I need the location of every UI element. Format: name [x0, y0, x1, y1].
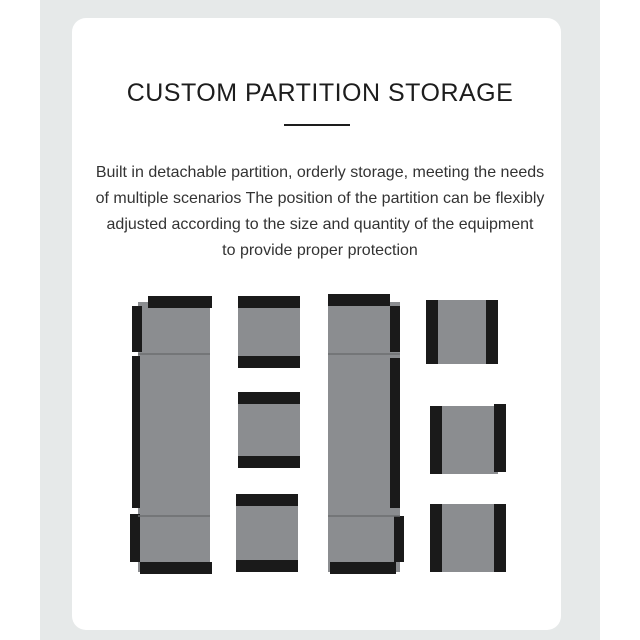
- partition-product-image: [120, 290, 520, 590]
- short-divider: [430, 504, 506, 572]
- description-line: Built in detachable partition, orderly storage, meeting the needs: [95, 164, 545, 181]
- short-divider: [238, 296, 300, 368]
- short-divider: [236, 494, 298, 572]
- long-divider-right: [328, 294, 404, 574]
- title-divider: [284, 124, 350, 126]
- short-divider: [430, 404, 506, 474]
- description-line: adjusted according to the size and quantity of the equipment: [106, 216, 534, 233]
- description-line: to provide proper protection: [222, 242, 418, 259]
- short-divider: [238, 392, 300, 468]
- long-divider-left: [130, 296, 212, 574]
- short-divider: [426, 300, 498, 364]
- description-line: of multiple scenarios The position of the partition can be flexibly: [95, 190, 545, 207]
- description-text: [60, 160, 580, 264]
- page-title: CUSTOM PARTITION STORAGE: [126, 78, 514, 107]
